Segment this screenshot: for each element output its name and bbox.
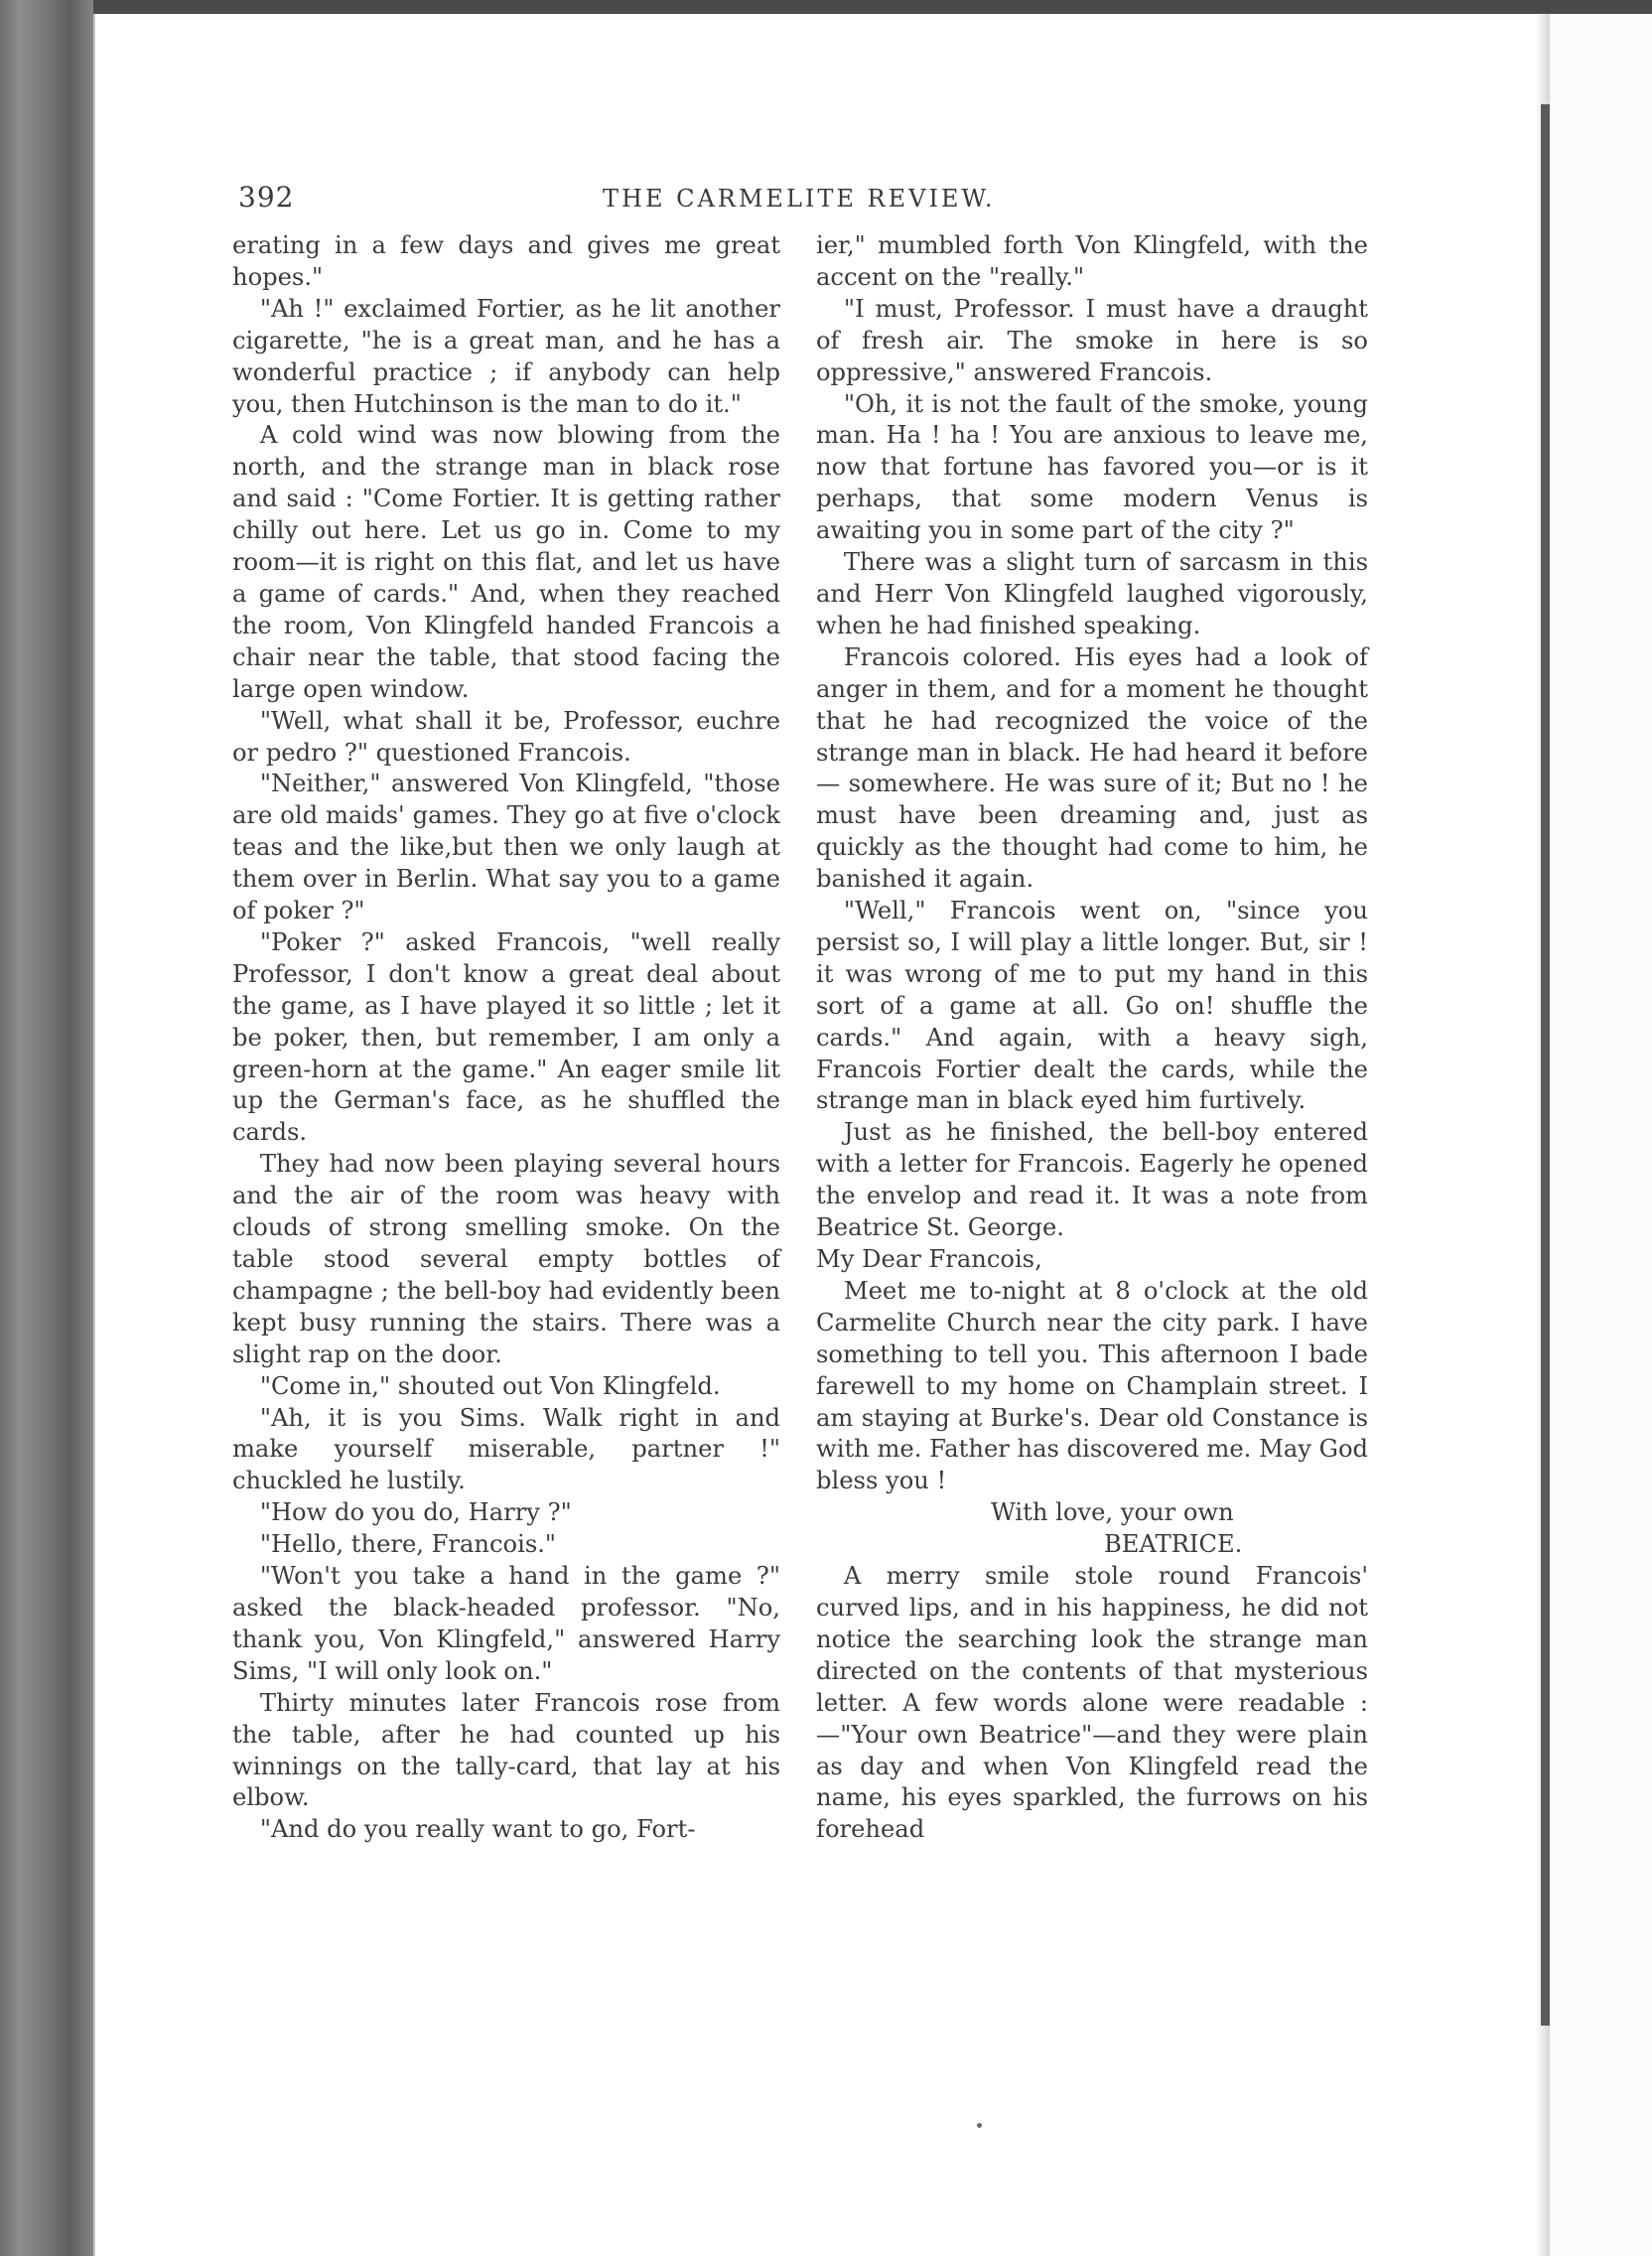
paragraph: "Won't you take a hand in the game ?" asked the black-headed professor. "No, thank you, Von Klingfeld," answered Harry Sims, "I will only look on." [232,1562,780,1685]
paragraph: "Oh, it is not the fault of the smoke, young man. Ha ! ha ! You are anxious to leave me, now that fortune has favored you—or is it perhaps, that some modern Venus is awaiting you in some part of the city ?" [816,389,1368,545]
adjacent-page-edge [1550,14,1652,2256]
left-column [232,230,780,1846]
paragraph: They had now been playing several hours and the air of the room was heavy with clouds of strong smelling smoke. On the table stood several empty bottles of champagne ; the bell-boy had evidently been kept busy running the stairs. There was a slight rap on the door. [232,1150,780,1368]
paragraph: Francois colored. His eyes had a look of anger in them, and for a moment he thought that he had recognized the voice of the strange man in black. He had heard it before — somewhere. He was sure of it; But no ! he must have been dreaming and, just as quickly as the thought had come to him, he banished it again. [816,642,1368,894]
paragraph: A cold wind was now blowing from the north, and the strange man in black rose and said : "Come Fortier. It is getting rather chilly out here. Let us go in. Come to my room—it is right on this flat, and let us have a game of cards." And, when they reached the room, Von Klingfeld handed Francois a chair near the table, that stood facing the large open window. [232,421,780,703]
paragraph: ier," mumbled forth Von Klingfeld, with the accent on the "really." [816,231,1368,291]
binding-edge-top [0,0,1652,14]
paragraph: "How do you do, Harry ?" [259,1498,572,1527]
paragraph: "Hello, there, Francois." [259,1530,557,1559]
paragraph: "Neither," answered Von Klingfeld, "those are old maids' games. They go at five o'clock teas and the like,but then we only laugh at them over in Berlin. What say you to a game of poker ?" [232,770,780,925]
page-header [238,181,1362,220]
paragraph: "Poker ?" asked Francois, "well really Professor, I don't know a great deal about the game, as I have played it so little ; let it be poker, then, but remember, I am only a green-horn at the game." An eager smile lit up the German's face, as he shuffled the cards. [232,927,780,1147]
paragraph: Thirty minutes later Francois rose from the table, after he had counted up his winnings on the tally-card, that lay at his elbow. [232,1688,780,1812]
right-column [816,230,1368,1846]
paragraph: "Well," Francois went on, "since you persist so, I will play a little longer. But, sir ! it was wrong of me to put my hand in this sort of a game at all. Go on! shuffle the cards." And again, with a heavy sigh, Francois Fortier dealt the cards, while the strange man in black eyed him furtively. [816,897,1368,1115]
letter-closing: With love, your own [991,1498,1234,1527]
paragraph: "Come in," shouted out Von Klingfeld. [259,1371,721,1400]
binding-edge-left [0,0,93,2256]
paragraph: "Ah !" exclaimed Fortier, as he lit another cigarette, "he is a great man, and he has a wonderful practice ; if anybody can help you, then Hutchinson is the man to do it." [232,294,780,418]
page-number: 392 [238,181,295,213]
paragraph: Just as he finished, the bell-boy entered with a letter for Francois. Eagerly he opened the envelop and read it. It was a note from Beatrice St. George. [816,1118,1368,1242]
page-speck [977,2123,982,2128]
paragraph: "Well, what shall it be, Professor, euchre or pedro ?" questioned Francois. [232,706,780,767]
running-title: THE CARMELITE REVIEW. [603,185,996,212]
paragraph: erating in a few days and gives me great hopes." [232,231,780,291]
paragraph: "Ah, it is you Sims. Walk right in and make yourself miserable, partner !" chuckled he lustily. [232,1403,780,1495]
paragraph: A merry smile stole round Francois' curved lips, and in his happiness, he did not notice the searching look the strange man directed on the contents of that mysterious letter. A few words alone were readable :—"Your own Beatrice"—and they were plain as day and when Von Klingfeld read the name, his eyes sparkled, the furrows on his forehead [816,1562,1368,1844]
letter-body: Meet me to-night at 8 o'clock at the old Carmelite Church near the city park. I have something to tell you. This afternoon I bade farewell to my home on Champlain street. I am staying at Burke's. Dear old Constance is with me. Father has discovered me. May God bless you ! [816,1276,1368,1495]
letter-signature: BEATRICE. [1104,1530,1243,1559]
letter-salutation: My Dear Francois, [816,1245,1042,1273]
binding-edge-right [1541,104,1550,2026]
paragraph: There was a slight turn of sarcasm in this and Herr Von Klingfeld laughed vigorously, when he had finished speaking. [816,548,1368,639]
paragraph: "I must, Professor. I must have a draught of fresh air. The smoke in here is so oppressive," answered Francois. [816,294,1368,386]
paragraph: "And do you really want to go, Fort- [259,1815,696,1844]
